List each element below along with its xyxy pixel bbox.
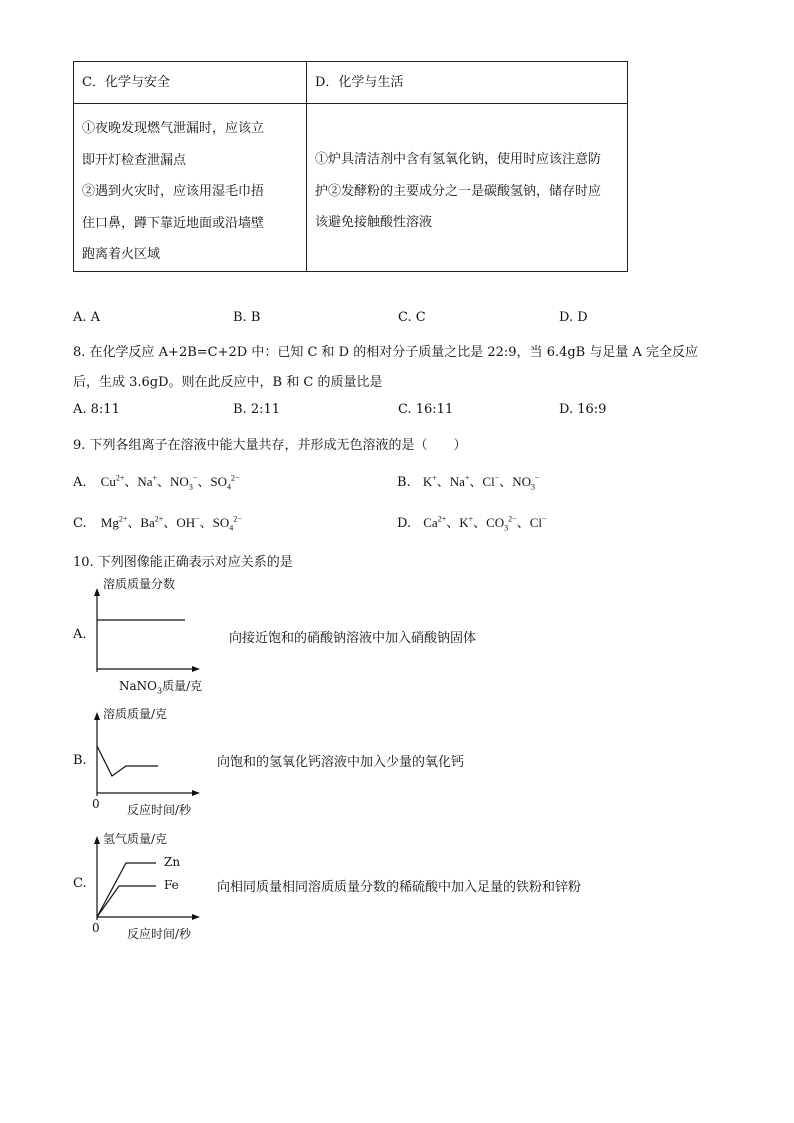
- q9-option-label: A.: [73, 475, 87, 490]
- graph-a: [90, 588, 200, 673]
- ion-charge: 2+: [437, 514, 447, 524]
- q10-option-b-label: B.: [73, 753, 87, 768]
- graph-b-origin: 0: [92, 797, 100, 811]
- ion-charge: −: [535, 473, 540, 483]
- q7-option-a: A. A: [73, 310, 101, 325]
- ion-charge: +: [464, 473, 470, 483]
- graph-c-x-arrow: [192, 914, 200, 920]
- graph-b-x-arrow: [192, 790, 200, 796]
- graph-c-legend-fe: Fe: [164, 878, 179, 892]
- ion-text: Cu: [100, 474, 116, 489]
- table-cell-d-line: 护②发酵粉的主要成分之一是碳酸氢钠，储存时应: [315, 183, 602, 199]
- q9-option-label: C.: [73, 516, 87, 531]
- ion-charge: −: [192, 473, 198, 483]
- table-cell-c-line: ②遇到火灾时，应该用湿毛巾捂: [82, 184, 265, 199]
- ion-charge: −: [195, 514, 200, 524]
- q7-option-b: B. B: [233, 310, 261, 325]
- table-cell-c-line: 即开灯检查泄漏点: [82, 152, 187, 168]
- graph-a-x-arrow: [192, 666, 200, 672]
- graph-c-ylabel: 氢气质量/克: [103, 832, 168, 846]
- graph-c-xlabel: 反应时间/秒: [127, 927, 192, 941]
- ion-subscript: 3: [531, 482, 536, 492]
- ion-text: 、Ba: [127, 515, 155, 530]
- graph-c: [90, 836, 200, 921]
- q9-stem: 9. 下列各组离子在溶液中能大量共存，并形成无色溶液的是（ ）: [73, 438, 467, 453]
- ion-charge: 2+: [154, 514, 164, 524]
- graph-a-y-arrow: [94, 588, 100, 596]
- q9-option-a: [73, 471, 239, 490]
- q7-option-c: C. C: [398, 310, 426, 325]
- ion-subscript: 3: [188, 482, 193, 492]
- ion-text: 、SO: [199, 515, 230, 530]
- graph-b-series-line: [97, 746, 158, 776]
- q10-option-c-label: C.: [73, 876, 87, 891]
- graph-b-ylabel: 溶质质量/克: [103, 707, 168, 721]
- ion-charge: 2+: [118, 514, 128, 524]
- q10-option-b-desc: 向饱和的氢氧化钙溶液中加入少量的氧化钙: [217, 755, 465, 770]
- graph-c-origin: 0: [92, 921, 100, 935]
- xlabel-text: NaNO: [119, 679, 157, 693]
- ion-charge: +: [468, 514, 474, 524]
- xlabel-text: 质量/克: [162, 679, 203, 693]
- q9-option-d: [397, 512, 547, 531]
- ion-charge: 2−: [233, 514, 242, 524]
- q8-stem-line-2: 后，生成 3.6gD。则在此反应中，B 和 C 的质量比是: [73, 375, 383, 390]
- table-cell-d: [307, 104, 628, 272]
- q9-option-label: B.: [397, 475, 411, 490]
- graph-a-xlabel: [119, 677, 202, 694]
- ion-text: 、OH: [163, 515, 196, 530]
- table-cell-c: [74, 104, 307, 272]
- ion-text: K: [422, 474, 433, 489]
- ion-charge: +: [432, 473, 437, 483]
- ion-subscript: 3: [504, 523, 509, 533]
- q8-option-b: B. 2:11: [233, 402, 281, 417]
- q10-option-c-desc: 向相同质量相同溶质质量分数的稀硫酸中加入足量的铁粉和锌粉: [217, 880, 582, 895]
- q10-option-a-desc: 向接近饱和的硝酸钠溶液中加入硝酸钠固体: [229, 631, 477, 646]
- ion-text: 、SO: [197, 474, 227, 489]
- ion-text: 、CO: [473, 515, 505, 530]
- q8-option-d: D. 16:9: [559, 402, 607, 417]
- q8-option-c: C. 16:11: [398, 402, 454, 417]
- ion-text: Mg: [100, 515, 119, 530]
- ion-charge: 2−: [230, 473, 240, 483]
- graph-c-y-arrow: [94, 836, 100, 844]
- table-cell-d-line: ①炉具清洁剂中含有氢氧化钠，使用时应该注意防: [315, 152, 602, 167]
- table-cell-c-line: 跑离着火区域: [82, 247, 161, 262]
- comparison-table: [73, 61, 628, 272]
- q9-option-c: [73, 512, 242, 531]
- q7-option-d: D. D: [559, 310, 588, 325]
- graph-b: [90, 712, 200, 797]
- ion-text: 、K: [446, 515, 469, 530]
- ion-text: 、Na: [124, 474, 153, 489]
- graph-c-series-zn: [97, 863, 156, 917]
- q8-stem-line-1: 8. 在化学反应 A+2B=C+2D 中：已知 C 和 D 的相对分子质量之比是 22:9，当 6.4gB 与足量 A 完全反应: [73, 345, 699, 360]
- q10-stem: 10. 下列图像能正确表示对应关系的是: [73, 555, 293, 570]
- table-cell-c-line: 住口鼻，蹲下靠近地面或沿墙壁: [82, 215, 265, 231]
- ion-text: 、Cl: [469, 474, 495, 489]
- ion-text: Ca: [423, 515, 438, 530]
- ion-charge: 2+: [115, 473, 125, 483]
- ion-text: 、NO: [157, 474, 189, 489]
- table-header-d: D．化学与生活: [307, 62, 628, 104]
- graph-b-xlabel: 反应时间/秒: [127, 803, 192, 817]
- graph-b-y-arrow: [94, 712, 100, 720]
- ion-charge: −: [494, 473, 500, 483]
- ion-charge: 2−: [508, 514, 517, 524]
- ion-text: 、NO: [499, 474, 532, 489]
- q9-option-b: [397, 471, 540, 490]
- table-cell-d-line: 该避免接触酸性溶液: [315, 215, 433, 230]
- q9-option-label: D.: [397, 516, 412, 531]
- ion-text: 、Na: [436, 474, 465, 489]
- xlabel-subscript: 3: [157, 686, 163, 696]
- table-header-c: C．化学与安全: [74, 62, 307, 104]
- q10-option-a-label: A.: [73, 627, 87, 642]
- ion-subscript: 4: [226, 482, 231, 492]
- q8-option-a: A. 8:11: [73, 402, 120, 417]
- ion-subscript: 4: [229, 523, 234, 533]
- graph-a-ylabel: 溶质质量分数: [103, 577, 176, 591]
- table-cell-c-line: ①夜晚发现燃气泄漏时，应该立: [82, 121, 265, 136]
- graph-c-legend-zn: Zn: [164, 855, 181, 869]
- ion-text: 、Cl: [516, 515, 542, 530]
- ion-charge: −: [541, 514, 547, 524]
- ion-charge: +: [152, 473, 158, 483]
